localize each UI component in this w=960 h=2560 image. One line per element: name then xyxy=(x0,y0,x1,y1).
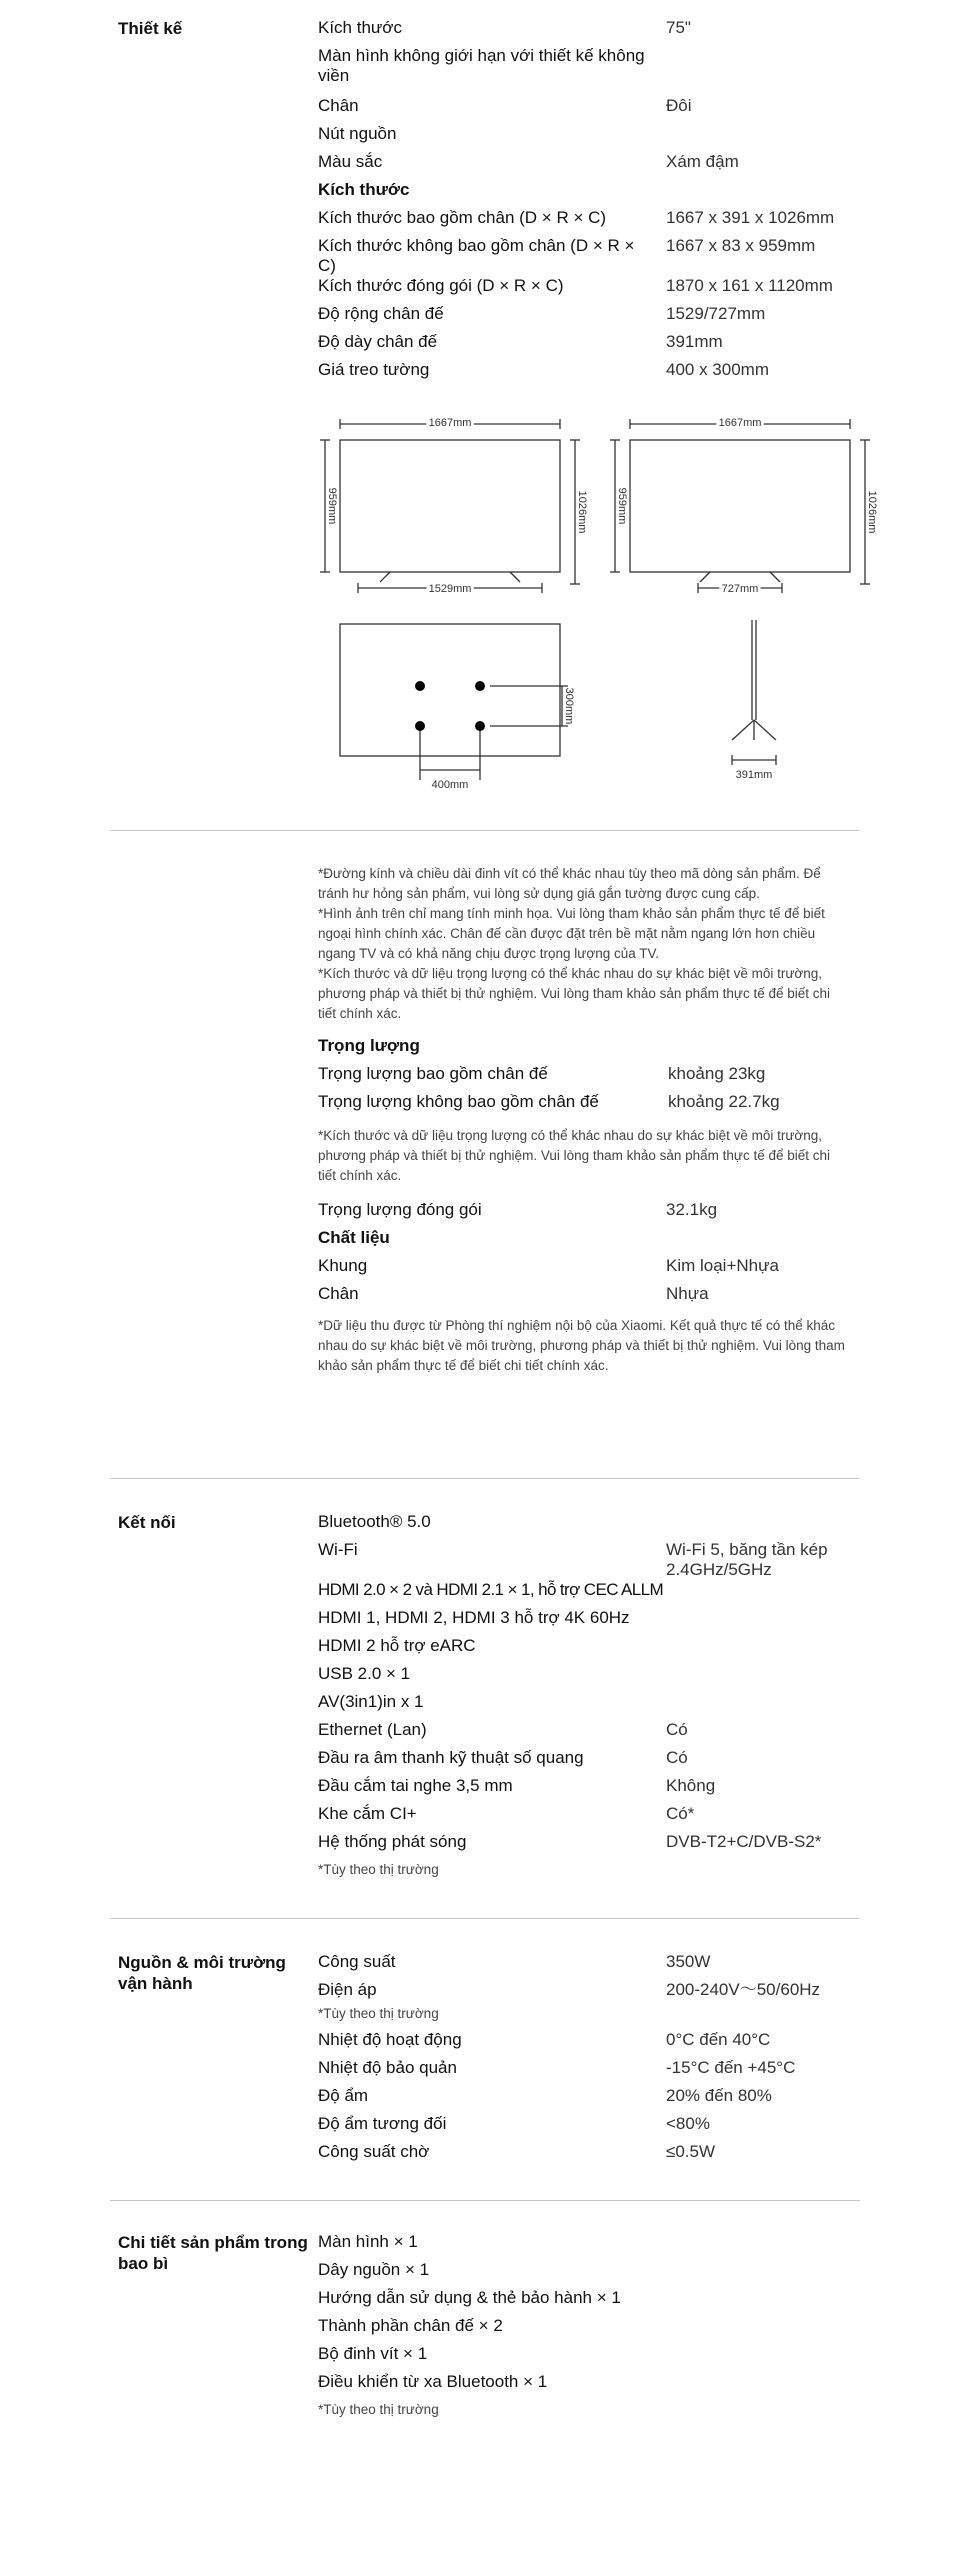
spec-row xyxy=(318,2030,860,2058)
spec-label: Công suất xyxy=(318,1952,396,1971)
dim-label: 400mm xyxy=(431,779,469,791)
spec-value: 0°C đến 40°C xyxy=(666,2030,771,2049)
spec-value: Kim loại+Nhựa xyxy=(666,1256,779,1275)
dim-label: 1667mm xyxy=(718,417,762,429)
spec-row xyxy=(318,236,860,276)
note-text: *Kích thước và dữ liệu trọng lượng có thể khác nhau do sự khác biệt về môi trường, phương pháp và thiết bị thử nghiệm. Vui lòng tham khảo sản phẩm thực tế để biết chi tiết chính xác. xyxy=(318,966,831,1021)
spec-label: Nút nguồn xyxy=(318,124,397,143)
spec-label: Trọng lượng đóng gói xyxy=(318,1200,482,1219)
spec-row xyxy=(318,208,860,236)
spec-row xyxy=(318,1256,860,1284)
list-item xyxy=(318,2288,860,2316)
spec-row xyxy=(318,1284,860,1312)
spec-label: HDMI 2 hỗ trợ eARC xyxy=(318,1636,476,1655)
dim-label: 391mm xyxy=(735,769,773,781)
notes-rows xyxy=(318,864,860,1376)
spec-label: USB 2.0 × 1 xyxy=(318,1664,411,1683)
section-title-connectivity: Kết nối xyxy=(118,1513,176,1532)
list-item xyxy=(318,2232,860,2260)
divider xyxy=(110,1478,860,1479)
spec-value: 20% đến 80% xyxy=(666,2086,772,2105)
spec-value: 75" xyxy=(666,18,691,37)
spec-row xyxy=(318,276,860,304)
vesa-hole xyxy=(475,721,485,731)
spec-value: 32.1kg xyxy=(666,1200,718,1219)
section-title-power: Nguồn & môi trường vận hành xyxy=(118,1953,286,1993)
spec-row xyxy=(318,18,860,46)
note-text: *Tùy theo thị trường xyxy=(318,2006,439,2021)
spec-row xyxy=(318,1832,860,1860)
list-item xyxy=(318,2316,860,2344)
spec-row xyxy=(318,1664,860,1692)
list-item-label: Màn hình × 1 xyxy=(318,2232,418,2251)
dim-label: 1026mm xyxy=(576,490,588,534)
note-text: *Dữ liệu thu được từ Phòng thí nghiệm nội bộ của Xiaomi. Kết quả thực tế có thể khác nhau do sự khác biệt về môi trường, phương pháp và thiết bị thử nghiệm. Vui lòng tham khảo sản phẩm thực tế để biết chi tiết chính xác. xyxy=(318,1318,845,1373)
tv-back-outline xyxy=(340,624,560,756)
subheading-material: Chất liệu xyxy=(318,1228,390,1247)
spec-label: Trọng lượng bao gồm chân đế xyxy=(318,1064,548,1083)
spec-row xyxy=(318,1200,860,1228)
spec-label: Kích thước không bao gồm chân (D × R × C) xyxy=(318,236,635,275)
spec-label: Kích thước bao gồm chân (D × R × C) xyxy=(318,208,607,227)
list-item xyxy=(318,2372,860,2400)
spec-label: Độ ẩm xyxy=(318,2086,369,2105)
spec-row xyxy=(318,1608,860,1636)
connect-rows xyxy=(318,1512,860,1880)
spec-label: Đầu cắm tai nghe 3,5 mm xyxy=(318,1776,513,1795)
spec-value: Không xyxy=(666,1776,716,1795)
spec-label: Kích thước xyxy=(318,18,402,37)
spec-label: Đầu ra âm thanh kỹ thuật số quang xyxy=(318,1748,584,1767)
spec-label: Nhiệt độ bảo quản xyxy=(318,2058,457,2077)
spec-value: Nhựa xyxy=(666,1284,709,1303)
spec-row xyxy=(318,360,860,388)
tv-front-outline-1 xyxy=(340,440,560,572)
spec-label: Chân xyxy=(318,1284,359,1303)
spec-row xyxy=(318,1720,860,1748)
spec-row xyxy=(318,332,860,360)
spec-row xyxy=(318,124,860,152)
spec-row xyxy=(318,304,860,332)
spec-label: Wi-Fi xyxy=(318,1540,358,1559)
spec-label: Khe cắm CI+ xyxy=(318,1804,417,1823)
section-title-design: Thiết kế xyxy=(118,19,183,38)
spec-row xyxy=(318,1952,860,1980)
dim-label: 1026mm xyxy=(866,490,878,534)
subheading-dimensions: Kích thước xyxy=(318,180,410,199)
spec-row xyxy=(318,1804,860,1832)
spec-row xyxy=(318,1580,860,1608)
spec-value: Có xyxy=(666,1748,688,1767)
spec-label: Chân xyxy=(318,96,359,115)
power-rows xyxy=(318,1952,860,2170)
spec-row xyxy=(318,96,860,124)
list-item xyxy=(318,2260,860,2288)
spec-label: Độ dày chân đế xyxy=(318,332,438,351)
divider xyxy=(110,1918,860,1919)
spec-value: 391mm xyxy=(666,332,723,351)
spec-row xyxy=(318,46,860,96)
dim-label: 959mm xyxy=(616,487,628,525)
spec-row xyxy=(318,1692,860,1720)
spec-value: Xám đậm xyxy=(666,152,739,171)
list-item-label: Dây nguồn × 1 xyxy=(318,2260,430,2279)
note-text: *Kích thước và dữ liệu trọng lượng có thể khác nhau do sự khác biệt về môi trường, phương pháp và thiết bị thử nghiệm. Vui lòng tham khảo sản phẩm thực tế để biết chi tiết chính xác. xyxy=(318,1128,831,1183)
spec-value: 400 x 300mm xyxy=(666,360,769,379)
spec-value: 1667 x 391 x 1026mm xyxy=(666,208,835,227)
dim-label: 1529mm xyxy=(428,583,472,595)
spec-value: Có* xyxy=(666,1804,695,1823)
spec-value: Có xyxy=(666,1720,688,1739)
note-text: *Đường kính và chiều dài đinh vít có thể khác nhau tùy theo mã dòng sản phẩm. Để tránh hư hỏng sản phẩm, vui lòng sử dụng giá gắn tường được cung cấp. xyxy=(318,866,821,901)
spec-value: Đôi xyxy=(666,96,692,115)
spec-label: Màn hình không giới hạn với thiết kế không viền xyxy=(318,46,645,85)
spec-row xyxy=(318,1540,860,1580)
spec-row xyxy=(318,2114,860,2142)
spec-value: Wi-Fi 5, băng tần kép 2.4GHz/5GHz xyxy=(666,1540,828,1579)
spec-value: ≤0.5W xyxy=(666,2142,716,2161)
spec-label: Kích thước đóng gói (D × R × C) xyxy=(318,276,564,295)
dim-label: 300mm xyxy=(563,687,575,725)
spec-label: Ethernet (Lan) xyxy=(318,1720,427,1739)
spec-row xyxy=(318,1776,860,1804)
spec-row xyxy=(318,2058,860,2086)
note-text: *Hình ảnh trên chỉ mang tính minh họa. Vui lòng tham khảo sản phẩm thực tế để biết ngoại hình chính xác. Chân đế cần được đặt trên bề mặt nằm ngang lớn hơn chiều ngang TV và có khả năng chịu được trọng lượng của TV. xyxy=(318,906,825,961)
subheading-weight: Trọng lượng xyxy=(318,1036,420,1055)
spec-value: khoảng 22.7kg xyxy=(668,1092,780,1111)
spec-row xyxy=(318,1980,860,2004)
spec-label: Màu sắc xyxy=(318,152,383,171)
vesa-hole xyxy=(415,681,425,691)
spec-label: Độ rộng chân đế xyxy=(318,304,444,323)
spec-value: 200-240V～50/60Hz xyxy=(666,1980,821,1999)
list-item-label: Điều khiển từ xa Bluetooth × 1 xyxy=(318,2372,548,2391)
section-title-box: Chi tiết sản phẩm trong bao bì xyxy=(118,2233,308,2273)
spec-label: Điện áp xyxy=(318,1980,377,1999)
spec-value: 1870 x 161 x 1120mm xyxy=(666,276,833,295)
vesa-hole xyxy=(475,681,485,691)
spec-row xyxy=(318,1092,860,1120)
spec-value: 1529/727mm xyxy=(666,304,766,323)
divider xyxy=(110,830,860,831)
spec-label: Bluetooth® 5.0 xyxy=(318,1512,431,1531)
dim-label: 727mm xyxy=(721,583,759,595)
spec-label: AV(3in1)in x 1 xyxy=(318,1692,424,1711)
spec-value: -15°C đến +45°C xyxy=(666,2058,796,2077)
spec-row xyxy=(318,1748,860,1776)
spec-value: 350W xyxy=(666,1952,711,1971)
box-rows xyxy=(318,2232,860,2420)
spec-row xyxy=(318,2086,860,2114)
dim-label: 1667mm xyxy=(428,417,472,429)
spec-value: <80% xyxy=(666,2114,710,2133)
list-item-label: Hướng dẫn sử dụng & thẻ bảo hành × 1 xyxy=(318,2288,621,2307)
divider xyxy=(110,2200,860,2201)
spec-label: HDMI 2.0 × 2 và HDMI 2.1 × 1, hỗ trợ CEC ALLM xyxy=(318,1580,664,1599)
spec-row xyxy=(318,152,860,180)
spec-label: Trọng lượng không bao gồm chân đế xyxy=(318,1092,599,1111)
spec-label: Công suất chờ xyxy=(318,2142,430,2161)
spec-value: DVB-T2+C/DVB-S2* xyxy=(666,1832,822,1851)
design-rows xyxy=(318,18,860,388)
spec-row xyxy=(318,1064,860,1092)
list-item-label: Bộ đinh vít × 1 xyxy=(318,2344,428,2363)
spec-label: Độ ẩm tương đối xyxy=(318,2114,447,2133)
list-item xyxy=(318,2344,860,2372)
spec-label: Nhiệt độ hoạt động xyxy=(318,2030,462,2049)
spec-label: Khung xyxy=(318,1256,368,1275)
spec-label: Hệ thống phát sóng xyxy=(318,1832,467,1851)
spec-row xyxy=(318,1636,860,1664)
spec-value: khoảng 23kg xyxy=(668,1064,766,1083)
note-text: *Tùy theo thị trường xyxy=(318,2402,439,2417)
tv-front-outline-2 xyxy=(630,440,850,572)
note-text: *Tùy theo thị trường xyxy=(318,1862,439,1877)
vesa-hole xyxy=(415,721,425,731)
spec-label: Giá treo tường xyxy=(318,360,430,379)
spec-value: 1667 x 83 x 959mm xyxy=(666,236,816,255)
dim-label: 959mm xyxy=(326,487,338,525)
spec-row xyxy=(318,2142,860,2170)
spec-label: HDMI 1, HDMI 2, HDMI 3 hỗ trợ 4K 60Hz xyxy=(318,1608,630,1627)
dimension-diagram xyxy=(300,410,900,800)
list-item-label: Thành phần chân đế × 2 xyxy=(318,2316,503,2335)
spec-row xyxy=(318,1512,860,1540)
